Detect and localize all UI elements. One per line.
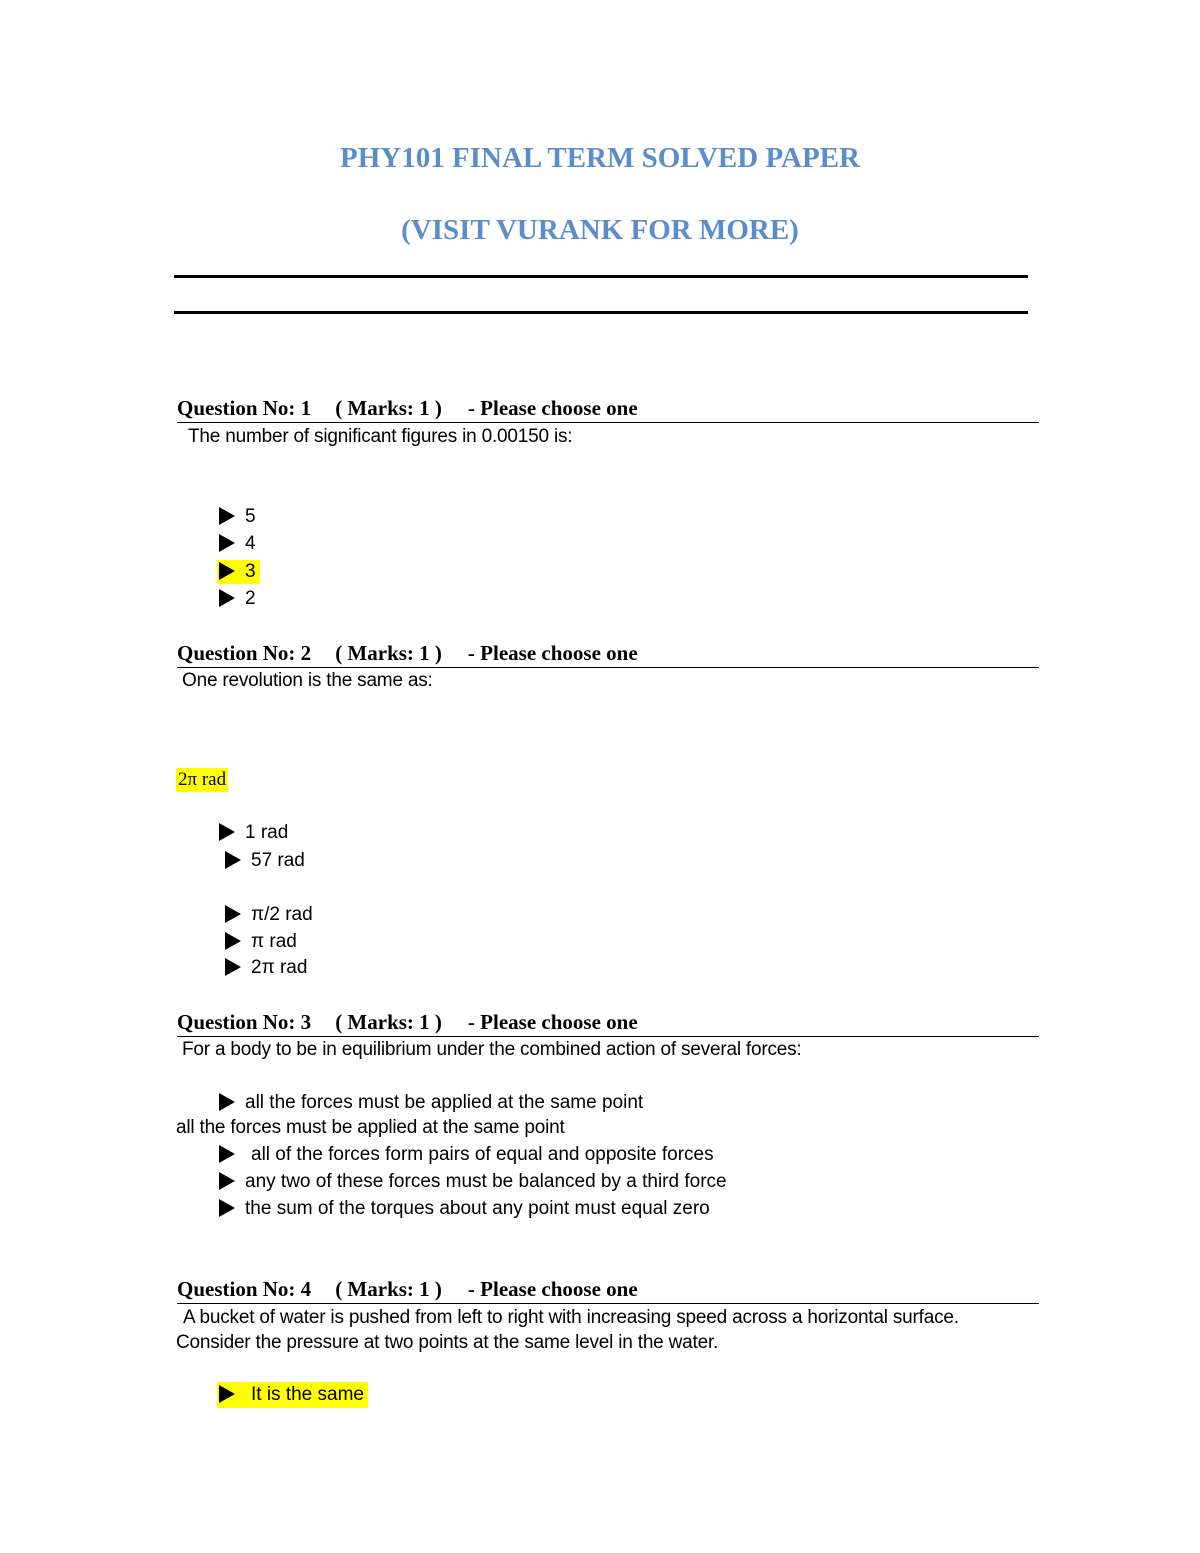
option-arrow-icon bbox=[219, 823, 235, 841]
question-1-option[interactable]: 2 bbox=[219, 588, 256, 610]
question-3-option[interactable]: any two of these forces must be balanced by a third force bbox=[219, 1171, 727, 1193]
question-1-marks: ( Marks: 1 ) bbox=[335, 396, 442, 420]
question-4-instruction: - Please choose one bbox=[467, 1277, 638, 1301]
question-4-header bbox=[177, 1277, 1039, 1304]
question-2-instruction: - Please choose one bbox=[467, 641, 638, 665]
question-3-option[interactable]: all of the forces form pairs of equal and opposite forces bbox=[219, 1144, 714, 1166]
question-2-marks: ( Marks: 1 ) bbox=[335, 641, 442, 665]
question-2-option[interactable]: 57 rad bbox=[225, 850, 305, 872]
question-1-number: Question No: 1 bbox=[177, 396, 312, 420]
option-arrow-icon bbox=[219, 1172, 235, 1190]
question-3-instruction: - Please choose one bbox=[467, 1010, 638, 1034]
question-2-option[interactable]: π/2 rad bbox=[225, 904, 313, 926]
question-1-option[interactable]: 5 bbox=[219, 506, 256, 528]
question-4-text-line2: Consider the pressure at two points at the same level in the water. bbox=[176, 1332, 719, 1353]
option-arrow-icon bbox=[225, 932, 241, 950]
question-3-header bbox=[177, 1010, 1039, 1037]
option-arrow-icon bbox=[219, 1145, 235, 1163]
page-title: PHY101 FINAL TERM SOLVED PAPER bbox=[340, 142, 860, 174]
question-3-option[interactable]: the sum of the torques about any point must equal zero bbox=[219, 1198, 710, 1220]
option-arrow-icon bbox=[219, 1093, 235, 1111]
question-3-answer: all the forces must be applied at the same point bbox=[176, 1117, 565, 1138]
page-subtitle: (VISIT VURANK FOR MORE) bbox=[401, 214, 799, 246]
question-2-text: One revolution is the same as: bbox=[182, 670, 433, 691]
question-2-number: Question No: 2 bbox=[177, 641, 312, 665]
option-arrow-icon bbox=[219, 1385, 235, 1403]
option-arrow-icon bbox=[219, 562, 235, 580]
question-1-option[interactable]: 4 bbox=[219, 533, 256, 555]
divider-bottom bbox=[174, 311, 1028, 314]
question-4-number: Question No: 4 bbox=[177, 1277, 312, 1301]
option-arrow-icon bbox=[219, 589, 235, 607]
question-3-marks: ( Marks: 1 ) bbox=[335, 1010, 442, 1034]
question-1-option-correct[interactable]: 3 bbox=[217, 560, 260, 584]
question-4-option-correct[interactable]: It is the same bbox=[217, 1382, 368, 1408]
question-4-text-line1: A bucket of water is pushed from left to right with increasing speed across a horizontal surface. bbox=[183, 1307, 959, 1328]
question-2-option[interactable]: 1 rad bbox=[219, 822, 288, 844]
question-4-marks: ( Marks: 1 ) bbox=[335, 1277, 442, 1301]
question-2-option[interactable]: 2π rad bbox=[225, 957, 307, 979]
question-2-header bbox=[177, 641, 1039, 668]
option-arrow-icon bbox=[225, 851, 241, 869]
option-arrow-icon bbox=[219, 507, 235, 525]
question-2-option[interactable]: π rad bbox=[225, 931, 297, 953]
option-arrow-icon bbox=[225, 905, 241, 923]
question-1-header bbox=[177, 396, 1039, 423]
question-3-option[interactable]: all the forces must be applied at the same point bbox=[219, 1092, 643, 1114]
question-1-text: The number of significant figures in 0.00150 is: bbox=[188, 426, 573, 447]
question-2-answer: 2π rad bbox=[178, 769, 227, 790]
question-3-number: Question No: 3 bbox=[177, 1010, 312, 1034]
option-arrow-icon bbox=[225, 958, 241, 976]
question-1-instruction: - Please choose one bbox=[467, 396, 638, 420]
option-arrow-icon bbox=[219, 534, 235, 552]
option-arrow-icon bbox=[219, 1199, 235, 1217]
question-3-text: For a body to be in equilibrium under the combined action of several forces: bbox=[182, 1039, 802, 1060]
divider-top bbox=[174, 275, 1028, 278]
